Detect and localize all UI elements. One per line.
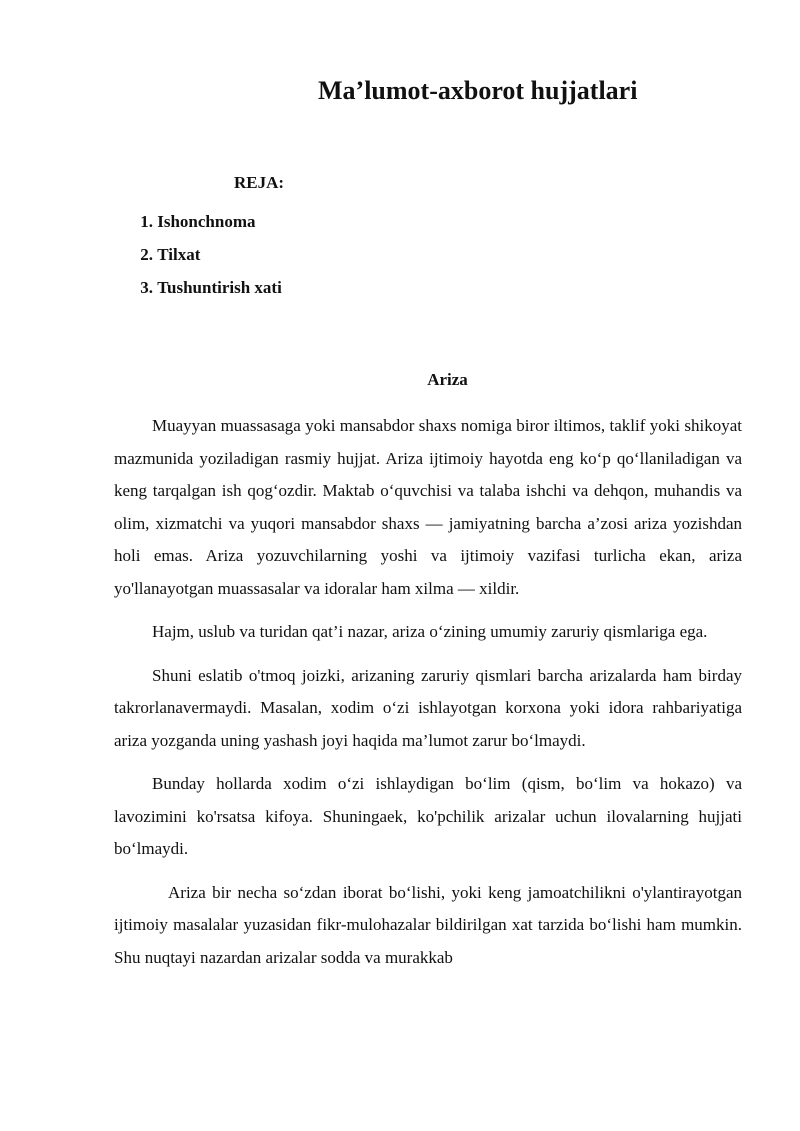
plan-item-text: Ishonchnoma <box>157 212 256 231</box>
plan-item-number: 3. <box>140 278 153 297</box>
plan-item-text: Tushuntirish xati <box>157 278 282 297</box>
plan-item <box>114 210 282 243</box>
plan-item <box>114 243 282 276</box>
paragraph: Muayyan muassasaga yoki mansabdor shaxs nomiga biror iltimos, taklif yoki shikoyat mazmunida yoziladigan rasmiy hujjat. Ariza ijtimoiy hayotda eng ko‘p qo‘llaniladigan va keng tarqalgan ish qog‘ozdir. Maktab o‘quvchisi va talaba ishchi va dehqon, muhandis va olim, xizmatchi va yuqori mansabdor shaxs — jamiyatning barcha a’zosi ariza yozishdan holi emas. Ariza yozuvchilarning yoshi va ijtimoiy vazifasi turlicha ekan, ariza yo'llanayotgan muassasalar va idoralar ham xilma — xildir. <box>114 416 742 598</box>
paragraph: Shuni eslatib o'tmoq joizki, arizaning zaruriy qismlari barcha arizalarda ham birday takrorlanavermaydi. Masalan, xodim o‘zi ishlayotgan korxona yoki idora rahbariyatiga ariza yozganda uning yashash joyi haqida ma’lumot zarur bo‘lmaydi. <box>114 665 742 750</box>
document-title: Ma’lumot-axborot hujjatlari <box>318 76 638 105</box>
body-text <box>114 410 742 985</box>
plan-item-text: Tilxat <box>157 245 201 264</box>
paragraph: Hajm, uslub va turidan qat’i nazar, ariza o‘zining umumiy zaruriy qismlariga ega. <box>152 622 708 641</box>
paragraph: Bunday hollarda xodim o‘zi ishlaydigan bo‘lim (qism, bo‘lim va hokazo) va lavozimini ko'rsatsa kifoya. Shuningaek, ko'pchilik arizalar uchun ilovalarning hujjati bo‘lmaydi. <box>114 774 742 858</box>
paragraph: Ariza bir necha so‘zdan iborat bo‘lishi, yoki keng jamoatchilikni o'ylantirayotgan ijtimoiy masalalar yuzasidan fikr-mulohazalar bildirilgan xat tarzida bo‘lishi ham mumkin. Shu nuqtayi nazardan arizalar sodda va murakkab <box>114 882 742 967</box>
plan-item <box>114 276 282 309</box>
plan-item-number: 1. <box>140 212 153 231</box>
plan-list <box>114 210 282 309</box>
plan-heading: REJA: <box>234 173 285 192</box>
plan-item-number: 2. <box>140 245 153 264</box>
section-title: Ariza <box>427 370 468 389</box>
